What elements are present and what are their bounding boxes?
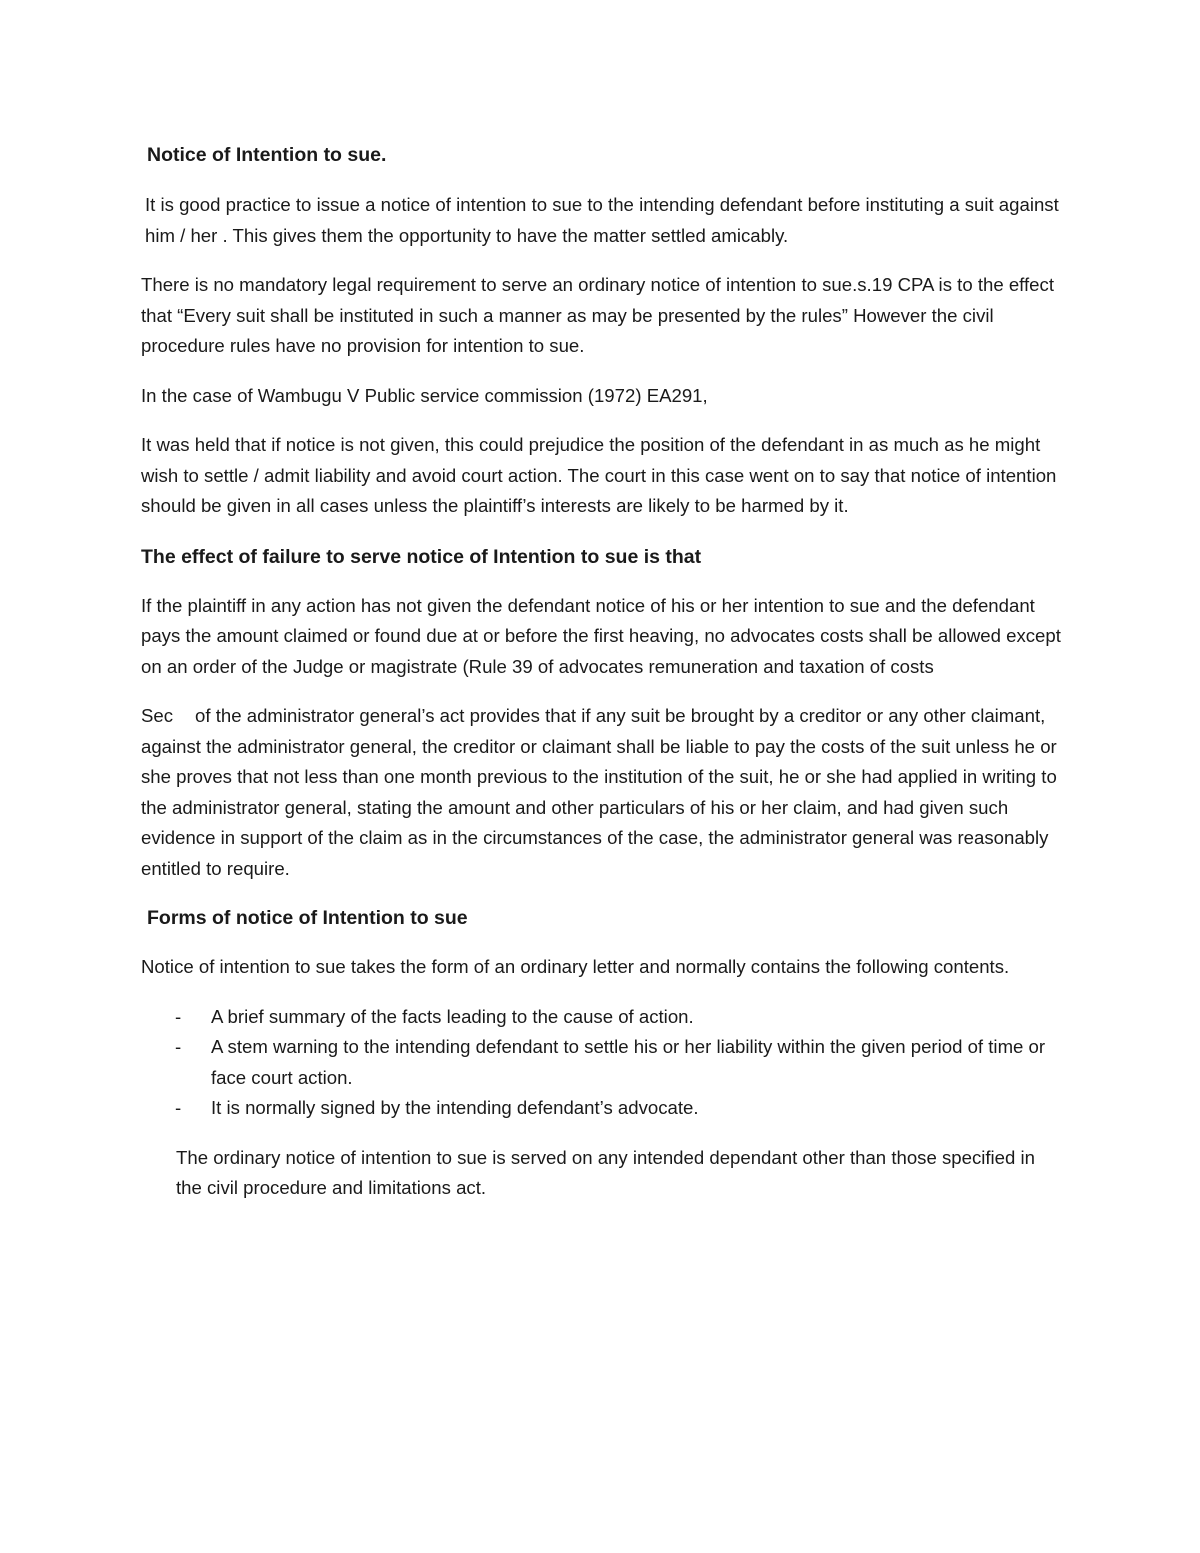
paragraph-case-holding: It was held that if notice is not given, this could prejudice the position of the defendant in as much as he might wish to settle / admit liability and avoid court action. The court in this case went on to say that notice of intention should be given in all cases unless the plaintiff’s interests are likely to be harmed by it.	[141, 434, 1057, 516]
paragraph-service-scope: The ordinary notice of intention to sue is served on any intended dependant other than those specified in the civil procedure and limitations act.	[176, 1146, 1035, 1198]
heading-forms-of-notice: Forms of notice of Intention to sue	[147, 907, 468, 929]
paragraph-advocates-costs-rule: If the plaintiff in any action has not given the defendant notice of his or her intention to sue and the defendant pays the amount claimed or found due at or before the first heaving, no advocates costs shall be allowed except on an order of the Judge or magistrate (Rule 39 of advocates remuneration and taxation of costs	[141, 594, 1061, 677]
paragraph-case-citation: In the case of Wambugu V Public service commission (1972) EA291,	[141, 384, 708, 406]
list-item	[141, 1032, 1061, 1093]
list-dash-marker: -	[175, 1005, 182, 1027]
paragraph-administrator-general-act	[141, 701, 1061, 884]
list-dash-marker: -	[175, 1097, 182, 1118]
heading-effect-of-failure: The effect of failure to serve notice of Intention to sue is that	[141, 545, 702, 568]
document-body	[141, 140, 1061, 1204]
document-title: Notice of Intention to sue.	[147, 144, 387, 166]
list-item-text: A brief summary of the facts leading to the cause of action.	[211, 1005, 694, 1027]
paragraph-letter-form: Notice of intention to sue takes the form of an ordinary letter and normally contains the following contents.	[141, 956, 1010, 977]
contents-list	[141, 1002, 1061, 1124]
section-text: of the administrator general’s act provides that if any suit be brought by a creditor or any other claimant, against the administrator general, the creditor or claimant shall be liable to pay the costs of the suit unless he or she proves that not less than one month previous to the institution of the suit, he or she had applied in writing to the administrator general, stating the amount and other particulars of his or her claim, and had given such evidence in support of the claim as in the circumstances of the case, the administrator general was reasonably entitled to require.	[141, 705, 1057, 879]
list-item	[141, 1093, 1061, 1124]
list-dash-marker: -	[175, 1036, 182, 1057]
list-item-text: A stem warning to the intending defendant to settle his or her liability within the given period of time or face court action.	[211, 1036, 1046, 1088]
section-prefix: Sec	[141, 705, 174, 726]
list-item-text: It is normally signed by the intending defendant’s advocate.	[211, 1097, 699, 1118]
list-item	[141, 1002, 1061, 1033]
paragraph-no-mandatory-requirement: There is no mandatory legal requirement to serve an ordinary notice of intention to sue.s.19 CPA is to the effect that “Every suit shall be instituted in such a manner as may be presented by the rules” However the civil procedure rules have no provision for intention to sue.	[141, 274, 1054, 356]
paragraph-good-practice: It is good practice to issue a notice of intention to sue to the intending defendant before instituting a suit against him / her . This gives them the opportunity to have the matter settled amicably.	[145, 194, 1059, 246]
